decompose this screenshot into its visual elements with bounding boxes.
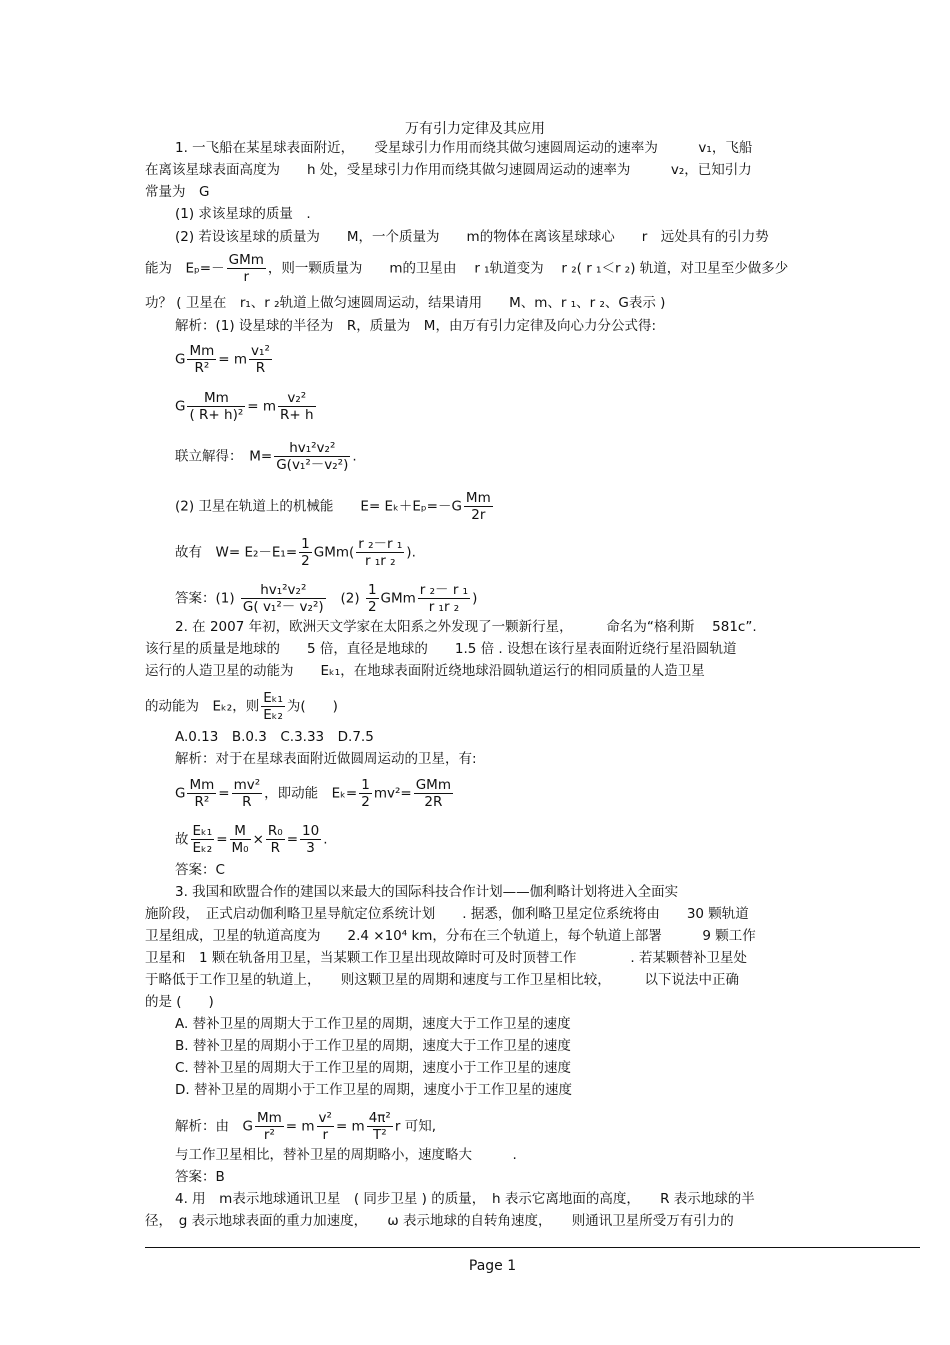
- fraction-denominator: 2r: [471, 507, 486, 523]
- fraction-denominator: r: [243, 269, 250, 285]
- q1-work-gmm: GMm(: [313, 544, 355, 561]
- q1-part-2-end: 功？ ( 卫星在 r₁、r ₂轨道上做匀速圆周运动，结果请用 M、m、r ₁、r ₂、G表示 ): [145, 295, 666, 311]
- q2-kinetic-equation: G $\frac{Mm}{\text{R²}}$ = $\frac{\text{mv²}}{R}$ ，即动能 Eₖ= $\frac{1}{2}$ mv²= $\frac{\text{GMm}}{2R}$: [175, 777, 451, 810]
- q1-mechanical-energy: [175, 490, 495, 523]
- q1-work-label: 故有 W= E₂－E₁=: [175, 544, 298, 561]
- fraction-numerator: GMm: [228, 252, 264, 268]
- q3-line-5: 于略低于工作卫星的轨道上， 则这颗卫星的周期和速度与工作卫星相比较， 以下说法中正确: [145, 972, 739, 988]
- fraction-denominator: r ₁r ₂: [365, 553, 396, 569]
- q3-solution-tail: r 可知,: [394, 1118, 436, 1135]
- q1-equation-1: G $\frac{Mm}{\text{R²}}$ = m $\frac{\text{v₁²}}{R}$: [175, 343, 270, 376]
- document-title: 万有引力定律及其应用: [405, 121, 545, 137]
- q3-solution-label: 解析：由 G: [175, 1118, 253, 1135]
- q1-solution-intro: 解析：(1) 设星球的半径为 R，质量为 M，由万有引力定律及向心力分公式得:: [175, 318, 656, 334]
- q2-options: A.0.13 B.0.3 C.3.33 D.7.5: [175, 729, 374, 745]
- q2-kinetic-label: ，即动能 Eₖ=: [264, 785, 358, 802]
- q3-line-1: 3. 我国和欧盟合作的建国以来最大的国际科技合作计划——伽利略计划将进入全面实: [175, 884, 679, 900]
- q1-line-2: 在离该星球表面高度为 h 处，受星球引力作用而绕其做匀速圆周运动的速率为 v₂，已知引力: [145, 162, 752, 178]
- q2-ratio-label: 故: [175, 831, 189, 848]
- q2-solution-intro: 解析：对于在星球表面附近做圆周运动的卫星，有:: [175, 751, 477, 767]
- q3-line-3: 卫星组成，卫星的轨道高度为 2.4 ×10⁴ km，分布在三个轨道上，每个轨道上部署 9 颗工作: [145, 928, 756, 944]
- q3-answer: 答案：B: [175, 1169, 225, 1185]
- q1-energy-label: (2) 卫星在轨道上的机械能 E= Eₖ＋Eₚ=－G: [175, 498, 462, 515]
- q1-part-2: (2) 若设该星球的质量为 M，一个质量为 m的物体在离该星球球心 r 远处具有的引力势: [175, 229, 769, 245]
- q1-line-3: 常量为 G: [145, 184, 210, 200]
- q2-line-4-tail: 为( ): [286, 698, 338, 715]
- q4-line-2: 径， g 表示地球表面的重力加速度， ω 表示地球的自转角速度， 则通讯卫星所受万有引力的: [145, 1213, 734, 1229]
- q3-option-b: B. 替补卫星的周期小于工作卫星的周期，速度大于工作卫星的速度: [175, 1038, 571, 1054]
- q2-answer: 答案：C: [175, 862, 225, 878]
- q3-line-2: 施阶段， 正式启动伽利略卫星导航定位系统计划 . 据悉，伽利略卫星定位系统将由 30 颗轨道: [145, 906, 749, 922]
- q2-line-4-text: 的动能为 Eₖ₂，则: [145, 698, 260, 715]
- q2-ratio-equation: 故 $\frac{\text{Eₖ₁}}{\text{Eₖ₂}}$ = $\frac{M}{\text{M₀}}$ × $\frac{\text{R₀}}{R}$ = $\frac{10}{3}$ .: [175, 823, 328, 856]
- q2-line-2: 该行星的质量是地球的 5 倍，直径是地球的 1.5 倍 . 设想在该行星表面附近绕行星沿圆轨道: [145, 641, 737, 657]
- q1-answer-label: 答案：(1): [175, 590, 235, 607]
- q3-option-c: C. 替补卫星的周期大于工作卫星的周期，速度小于工作卫星的速度: [175, 1060, 572, 1076]
- q3-option-d: D. 替补卫星的周期小于工作卫星的周期，速度小于工作卫星的速度: [175, 1082, 572, 1098]
- fraction-numerator: hv₁²v₂²: [274, 440, 350, 457]
- q3-line-6: 的是 ( ): [145, 994, 214, 1010]
- q4-line-1: 4. 用 m表示地球通讯卫星 ( 同步卫星 ) 的质量， h 表示它离地面的高度， R 表示地球的半: [175, 1191, 755, 1207]
- q1-energy-prefix: 能为 Eₚ=－: [145, 260, 225, 277]
- q1-part-2-cont: [145, 252, 788, 285]
- fraction-denominator: G(v₁²－v₂²): [276, 457, 349, 473]
- q3-line-4: 卫星和 1 颗在轨备用卫星，当某颗工作卫星出现故障时可及时顶替工作 . 若某颗替补卫星处: [145, 950, 747, 966]
- q1-mass-fraction: [274, 440, 350, 473]
- q3-solution: 解析：由 G $\frac{Mm}{\text{r²}}$ = m $\frac{\text{v²}}{r}$ = m $\frac{\text{4π²}}{\text{T²}}$ r 可知,: [175, 1110, 436, 1143]
- fraction-numerator: r ₂－r ₁: [358, 536, 403, 552]
- q3-option-a: A. 替补卫星的周期大于工作卫星的周期，速度大于工作卫星的速度: [175, 1016, 571, 1032]
- fraction-numerator: Mm: [465, 490, 491, 506]
- q1-answer: 答案：(1) $\frac{\text{hv₁²v₂²}}{\text{G( v₁²－ v₂²)}}$ (2) $\frac{1}{2}$ GMm $\frac{\text{r ₂－ r ₁}}{\text{r ₁r ₂}}$ ): [175, 582, 478, 615]
- q1-work-fraction: [356, 536, 404, 569]
- q1-answer-part-2: (2): [340, 590, 360, 607]
- q1-join-label: 联立解得： M=: [175, 448, 273, 465]
- page-number: Page 1: [468, 1258, 517, 1274]
- footer-divider: [145, 1247, 920, 1248]
- q1-mass-result: 联立解得： M= $\frac{\text{hv₁²v₂²}}{\text{G(v₁²－v₂²)}}$ .: [175, 440, 357, 473]
- q3-conclusion: 与工作卫星相比，替补卫星的周期略小，速度略大 .: [175, 1147, 517, 1163]
- q2-line-1: 2. 在 2007 年初，欧洲天文学家在太阳系之外发现了一颗新行星， 命名为“格利斯 581c”.: [175, 619, 757, 635]
- q2-line-3: 运行的人造卫星的动能为 Eₖ₁，在地球表面附近绕地球沿圆轨道运行的相同质量的人造卫星: [145, 663, 705, 679]
- q2-line-4: 的动能为 Eₖ₂，则 $\frac{\text{Eₖ₁}}{\text{Eₖ₂}}$ 为( ): [145, 690, 338, 723]
- q1-energy-fraction: [464, 490, 493, 523]
- q1-energy-suffix: ，则一颗质量为 m的卫星由 r ₁轨道变为 r ₂( r ₁＜r ₂) 轨道，对卫星至少做多少: [267, 260, 789, 277]
- q1-work-result: 故有 W= E₂－E₁= $\frac{1}{2}$ GMm( $\frac{\text{r ₂－r ₁}}{\text{r ₁r ₂}}$ ).: [175, 536, 416, 569]
- q1-part-1: (1) 求该星球的质量 .: [175, 206, 311, 222]
- q1-potential-fraction: [227, 252, 266, 285]
- q1-line-1: 1. 一飞船在某星球表面附近， 受星球引力作用而绕其做匀速圆周运动的速率为 v₁，飞船: [175, 140, 753, 156]
- q1-equation-2: G $\frac{Mm}{\text{( R+ h)²}}$ = m $\frac{\text{v₂²}}{R+ h}$: [175, 390, 314, 423]
